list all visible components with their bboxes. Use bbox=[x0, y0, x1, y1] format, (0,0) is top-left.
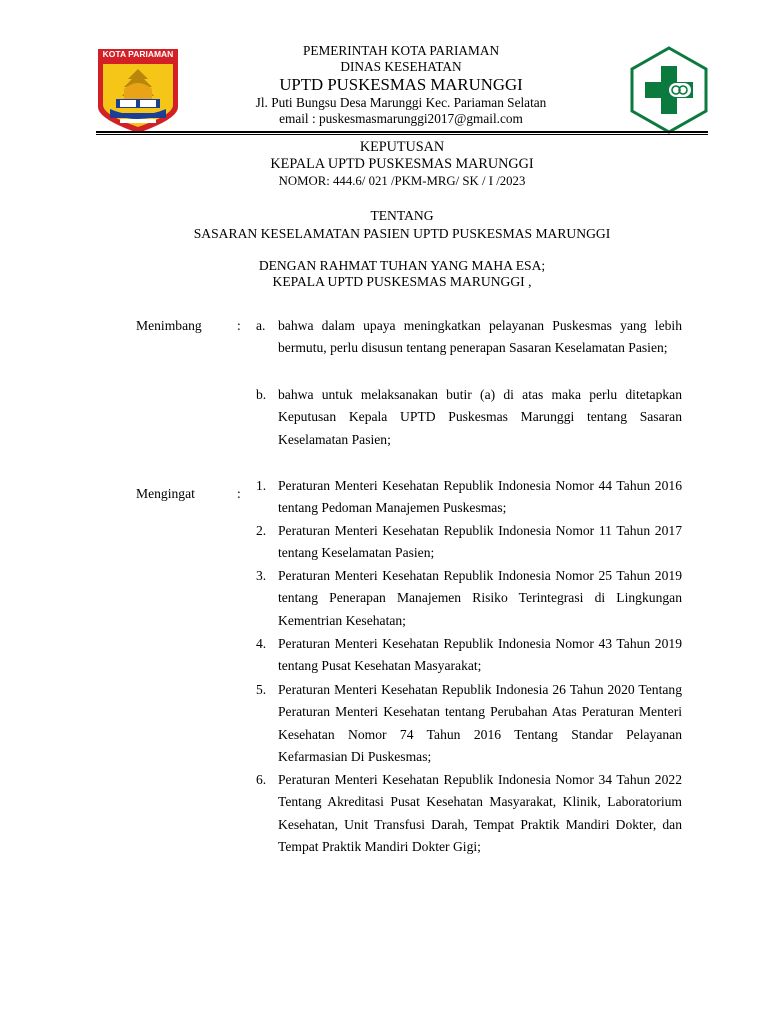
letterhead-line1: PEMERINTAH KOTA PARIAMAN bbox=[302, 43, 500, 58]
list-item-text: Peraturan Menteri Kesehatan Republik Indonesia Nomor 11 Tahun 2017 tentang Keselamatan Pasien; bbox=[278, 523, 682, 561]
decree-number: NOMOR: 444.6/ 021 /PKM-MRG/ SK / I /2023 bbox=[278, 174, 526, 188]
menimbang-label: Menimbang bbox=[136, 318, 202, 333]
mengingat-item-1 bbox=[256, 475, 682, 520]
letterhead-divider-thick bbox=[96, 131, 708, 133]
list-item-text: Peraturan Menteri Kesehatan Republik Indonesia Nomor 44 Tahun 2016 tentang Pedoman Manajemen Puskesmas; bbox=[278, 478, 682, 516]
list-marker: 4. bbox=[256, 636, 267, 651]
list-marker: 2. bbox=[256, 523, 267, 538]
letterhead-org-name: UPTD PUSKESMAS MARUNGGI bbox=[279, 74, 523, 94]
kota-pariaman-crest-icon bbox=[96, 47, 180, 134]
menimbang-colon: : bbox=[237, 318, 241, 333]
mengingat-item-6 bbox=[256, 769, 682, 859]
list-item-text: bahwa dalam upaya meningkatkan pelayanan Puskesmas yang lebih bermutu, perlu disusun tentang penerapan Sasaran Keselamatan Pasien; bbox=[278, 318, 682, 356]
menimbang-item-b bbox=[256, 384, 682, 451]
decree-subject: SASARAN KESELAMATAN PASIEN UPTD PUSKESMAS MARUNGGI bbox=[193, 226, 611, 241]
mengingat-label: Mengingat bbox=[136, 486, 195, 501]
letterhead-email: email : puskesmasmarunggi2017@gmail.com bbox=[279, 111, 523, 127]
decree-about-label: TENTANG bbox=[370, 208, 434, 223]
mengingat-item-4 bbox=[256, 633, 682, 678]
decree-issuer: KEPALA UPTD PUSKESMAS MARUNGGI bbox=[270, 156, 534, 172]
list-item-text: Peraturan Menteri Kesehatan Republik Indonesia Nomor 34 Tahun 2022 Tentang Akreditasi Pusat Kesehatan Masyarakat, Klinik, Laboratorium Kesehatan, Unit Transfusi Darah, Tempat Praktik Mandiri Dokter, dan Tempat Praktik Mandiri Dokter Gigi; bbox=[278, 772, 682, 855]
mengingat-colon: : bbox=[237, 486, 241, 501]
decree-invocation: DENGAN RAHMAT TUHAN YANG MAHA ESA; bbox=[258, 258, 546, 273]
letterhead-divider-thin bbox=[96, 134, 708, 135]
menimbang-item-a bbox=[256, 315, 682, 360]
list-marker: 6. bbox=[256, 772, 267, 787]
mengingat-item-2 bbox=[256, 520, 682, 565]
list-marker: b. bbox=[256, 387, 267, 402]
crest-banner-text: KOTA PARIAMAN bbox=[102, 49, 174, 59]
letterhead-line2: DINAS KESEHATAN bbox=[340, 58, 462, 74]
list-item-text: bahwa untuk melaksanakan butir (a) di atas maka perlu ditetapkan Keputusan Kepala UPTD Puskesmas Marunggi tentang Sasaran Keselamatan Pasien; bbox=[278, 387, 682, 447]
list-marker: 5. bbox=[256, 682, 267, 697]
list-marker: 1. bbox=[256, 478, 267, 493]
letterhead-address: Jl. Puti Bungsu Desa Marunggi Kec. Pariaman Selatan bbox=[255, 95, 547, 111]
list-item-text: Peraturan Menteri Kesehatan Republik Indonesia Nomor 43 Tahun 2019 tentang Pusat Kesehatan Masyarakat; bbox=[278, 636, 682, 674]
letterhead bbox=[200, 43, 602, 127]
decree-title: KEPUTUSAN bbox=[359, 139, 445, 155]
list-item-text: Peraturan Menteri Kesehatan Republik Indonesia Nomor 25 Tahun 2019 tentang Penerapan Manajemen Risiko Terintegrasi di Lingkungan Kementrian Kesehatan; bbox=[278, 568, 682, 628]
mengingat-item-5 bbox=[256, 679, 682, 769]
list-marker: a. bbox=[256, 318, 266, 333]
list-item-text: Peraturan Menteri Kesehatan Republik Indonesia 26 Tahun 2020 Tentang Peraturan Menteri Kesehatan tentang Perubahan Atas Peraturan Menteri Kesehatan Nomor 74 Tahun 2016 Tentang Standar Pelayanan Kefarmasian Di Puskesmas; bbox=[278, 682, 682, 765]
puskesmas-cross-logo-icon bbox=[630, 46, 708, 134]
decree-issuer-line: KEPALA UPTD PUSKESMAS MARUNGGI , bbox=[272, 274, 532, 289]
mengingat-item-3 bbox=[256, 565, 682, 632]
list-marker: 3. bbox=[256, 568, 267, 583]
